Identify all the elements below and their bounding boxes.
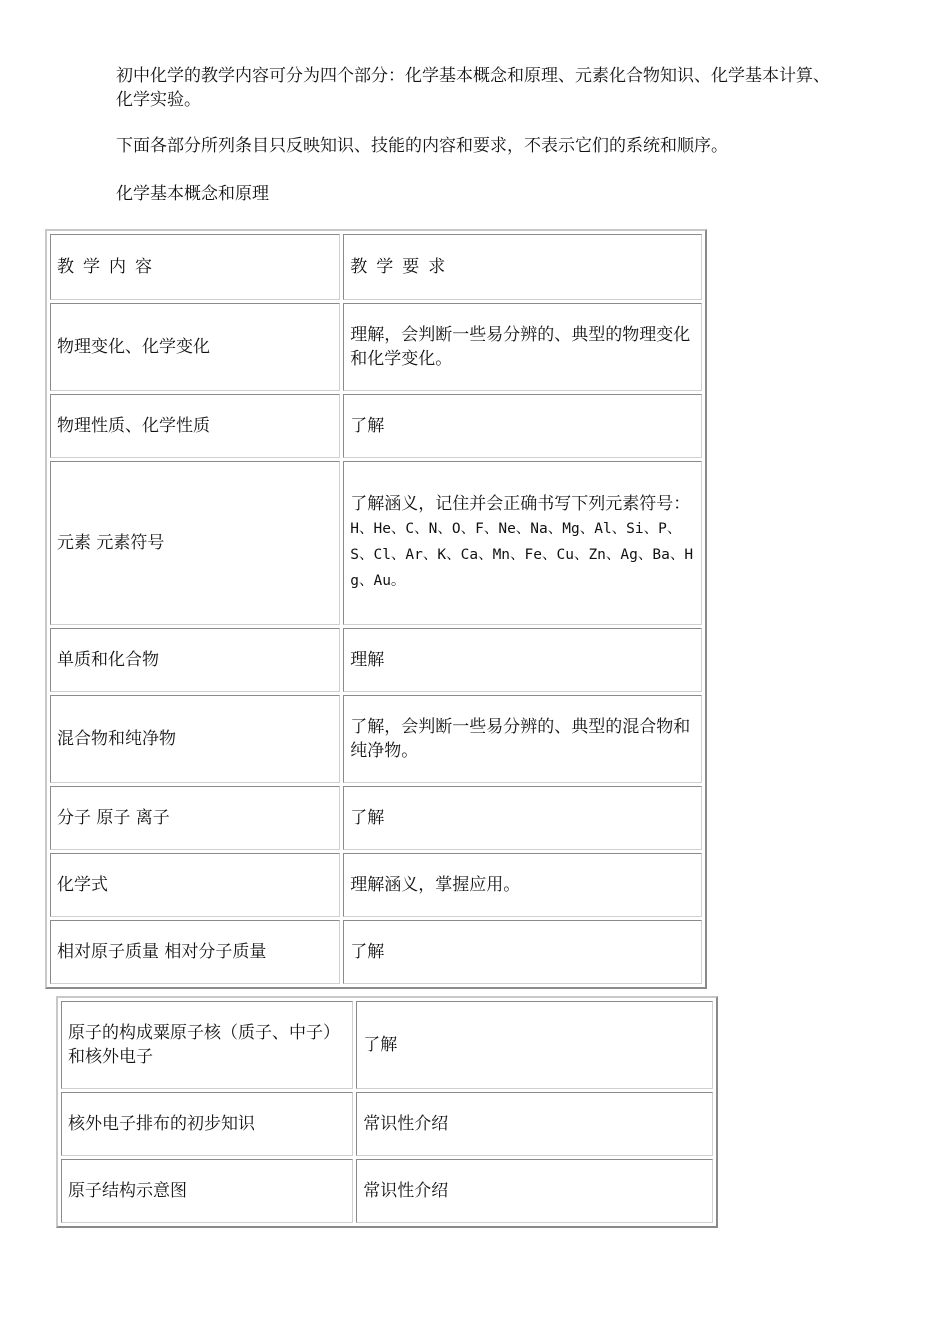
table-row [61, 1092, 713, 1156]
row-requirement [343, 461, 702, 625]
row-content: 物理变化、化学变化 [50, 303, 340, 391]
row-content: 原子结构示意图 [61, 1159, 353, 1223]
table-row [50, 853, 702, 917]
row-content: 元素 元素符号 [50, 461, 340, 625]
table-row [50, 628, 702, 692]
row-requirement: 了解 [356, 1001, 713, 1089]
table-row [50, 461, 702, 625]
intro-paragraph: 初中化学的教学内容可分为四个部分：化学基本概念和原理、元素化合物知识、化学基本计算、化学实验。 [116, 66, 830, 110]
row-requirement: 理解 [343, 628, 702, 692]
row-requirement: 了解 [343, 394, 702, 458]
row-requirement: 理解涵义，掌握应用。 [343, 853, 702, 917]
row-content: 相对原子质量 相对分子质量 [50, 920, 340, 984]
header-content: 教学内容 [50, 234, 340, 300]
header-requirement: 教学要求 [343, 234, 702, 300]
row-requirement: 理解，会判断一些易分辨的、典型的物理变化和化学变化。 [343, 303, 702, 391]
row-requirement: 了解 [343, 786, 702, 850]
row-content: 物理性质、化学性质 [50, 394, 340, 458]
row-requirement: 常识性介绍 [356, 1092, 713, 1156]
row-content: 混合物和纯净物 [50, 695, 340, 783]
row-requirement: 了解 [343, 920, 702, 984]
table-row [50, 394, 702, 458]
table-row [50, 786, 702, 850]
row-content: 化学式 [50, 853, 340, 917]
row-content: 分子 原子 离子 [50, 786, 340, 850]
row-content: 原子的构成粟原子核（质子、中子）和核外电子 [61, 1001, 353, 1089]
row-requirement: 常识性介绍 [356, 1159, 713, 1223]
table-row [61, 1001, 713, 1089]
table-header-row [50, 234, 702, 300]
row-content: 单质和化合物 [50, 628, 340, 692]
table-row [50, 695, 702, 783]
table-row [61, 1159, 713, 1223]
concepts-table [45, 229, 707, 989]
requirement-text: 了解涵义，记住并会正确书写下列元素符号： [350, 494, 691, 514]
row-content: 核外电子排布的初步知识 [61, 1092, 353, 1156]
table-row [50, 303, 702, 391]
section-title: 化学基本概念和原理 [116, 184, 269, 204]
atom-structure-table [56, 996, 718, 1228]
element-symbols-list: H、He、C、N、O、F、Ne、Na、Mg、Al、Si、P、S、Cl、Ar、K、Ca、Mn、Fe、Cu、Zn、Ag、Ba、Hg、Au。 [350, 521, 694, 589]
row-requirement: 了解，会判断一些易分辨的、典型的混合物和纯净物。 [343, 695, 702, 783]
table-row [50, 920, 702, 984]
scope-paragraph: 下面各部分所列条目只反映知识、技能的内容和要求，不表示它们的系统和顺序。 [116, 136, 728, 156]
